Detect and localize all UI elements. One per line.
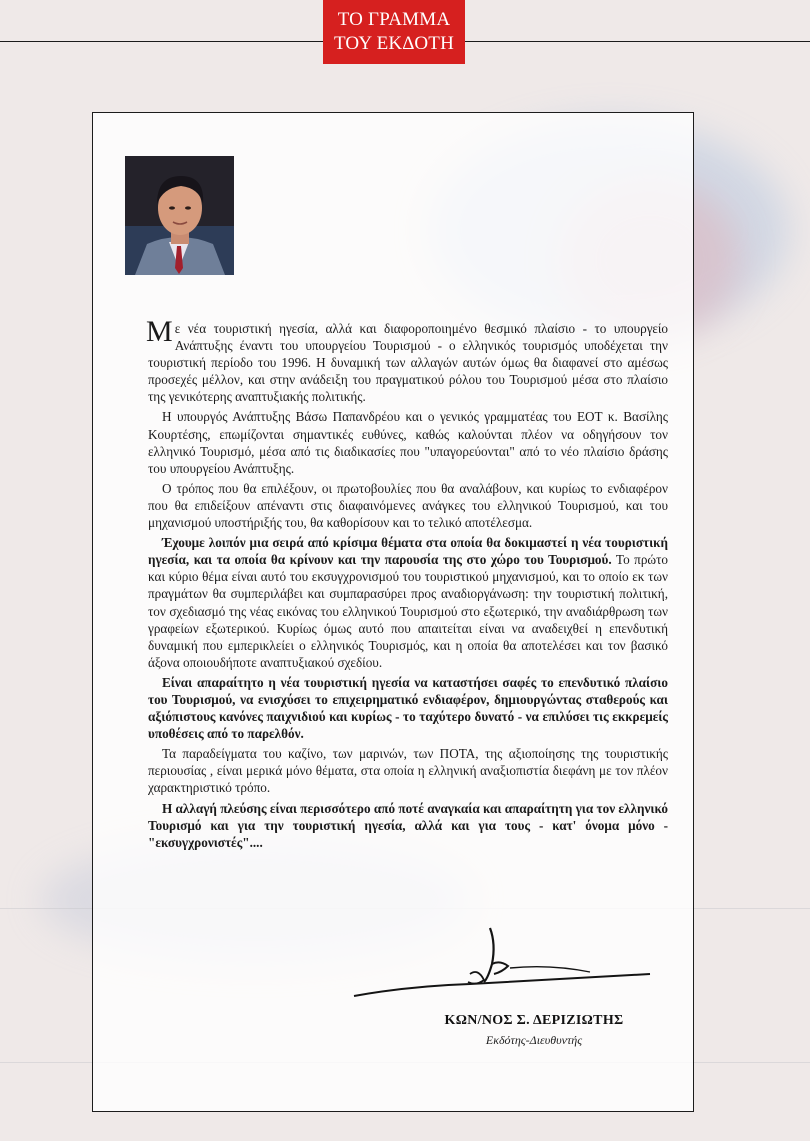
section-tab-line1: ΤΟ ΓΡΑΜΜΑ (337, 9, 451, 30)
signer-name: ΚΩΝ/ΝΟΣ Σ. ΔΕΡΙΖΙΩΤΗΣ (444, 1013, 624, 1028)
paragraph-4-bold: Έχουμε λοιπόν μια σειρά από κρίσιμα θέματα στα οποία θα δοκιμαστεί η νέα τουριστική ηγεσία, και τα οποία θα κρίνουν και την παρουσία της στο χώρο του Τουρισμού. (148, 535, 668, 568)
letter-body (146, 315, 668, 854)
paragraph-1-text: ε νέα τουριστική ηγεσία, αλλά και διαφοροποιημένο θεσμικό πλαίσιο - το υπουργείο Ανάπτυξης έναντι του υπουργείου Τουρισμού - ο ελληνικός τουρισμός υποδέχεται την τουριστική περίοδο του 1996. Η δυναμική των αλλαγών αυτών όμως θα διαφανεί στο αμέσως προσεχές μέλλον, και στην ανάδειξη του πραγματικού ρόλου του Τουρισμού μέσα στο πλαίσιο της γενικότερης αναπτυξιακής πολιτικής. (148, 321, 668, 405)
section-tab (323, 0, 465, 64)
paragraph-6: Τα παραδείγματα του καζίνο, των μαρινών, των ΠΟΤΑ, της αξιοποίησης της τουριστικής περιουσίας , είναι μερικά μόνο θέματα, στα οποία η ελληνική αναξιοπιστία διεφάνη με τον πλέον χαρακτηριστικό τρόπο. (148, 746, 668, 796)
paragraph-5: Είναι απαραίτητο η νέα τουριστική ηγεσία να καταστήσει σαφές το επενδυτικό πλαίσιο του Τουρισμού, να ενισχύσει το επιχειρηματικό ενδιαφέρον, δημιουργώντας σταθερούς και αξιόπιστους κανόνες παιχνιδιού και κυρίως - το ταχύτερο δυνατό - να επιλύσει τις εκκρεμείς υποθέσεις από το παρελθόν. (148, 674, 668, 742)
author-portrait (125, 156, 234, 275)
paragraph-1 (146, 315, 668, 405)
paragraph-2: Η υπουργός Ανάπτυξης Βάσω Παπανδρέου και ο γενικός γραμματέας του ΕΟΤ κ. Βασίλης Κουρτέσης, επωμίζονται σημαντικές ευθύνες, καθώς καλούνται πλέον να οδηγήσουν τον ελληνικό Τουρισμό, μέσα από τις διαδικασίες που "υπαγορεύονται" από το νέο πλαίσιο δράσης του υπουργείου Ανάπτυξης. (148, 409, 668, 476)
paragraph-7: Η αλλαγή πλεύσης είναι περισσότερο από ποτέ αναγκαία και απαραίτητη για τον ελληνικό Τουρισμό και για την τουριστική ηγεσία, αλλά και για τους - κατ' όνομα μόνο - "εκσυγχρονιστές".... (148, 800, 668, 850)
section-tab-line2: ΤΟΥ ΕΚΔΟΤΗ (333, 33, 455, 54)
paragraph-4-text: Το πρώτο και κύριο θέμα είναι αυτό του εκσυγχρονισμού του τουριστικού μηχανισμού, και το οποίο εκ των πραγμάτων θα συμπεριλάβει και συμπαρασύρει προς αναδιοργάνωση: την τουριστική πολιτική, τον σχεδιασμό της νέας εικόνας του ελληνικού Τουρισμού στο εξωτερικό, την αναδιάρθρωση των γραφείων εξωτερικού. Κυρίως όμως αυτό που απαιτείται είναι να αναδειχθεί η επενδυτική δυναμική που εμπερικλείει ο ελληνικός Τουρισμός, και η οποία θα αποτελέσει και τον βασικό άξονα οποιουδήποτε αναπτυξιακού σχεδίου. (148, 552, 668, 670)
paragraph-3: Ο τρόπος που θα επιλέξουν, οι πρωτοβουλίες που θα αναλάβουν, και κυρίως το ενδιαφέρον που θα επιδείξουν απέναντι στις διαφαινόμενες ανάγκες του ελληνικού Τουρισμού, και του μηχανισμού υποστήριξής του, θα καθορίσουν και το τελικό αποτέλεσμα. (148, 480, 668, 531)
handwritten-signature (350, 920, 655, 1010)
drop-cap: Μ (146, 315, 173, 348)
paragraph-4 (148, 534, 668, 671)
signer-title: Εκδότης-Διευθυντής (485, 1033, 583, 1047)
